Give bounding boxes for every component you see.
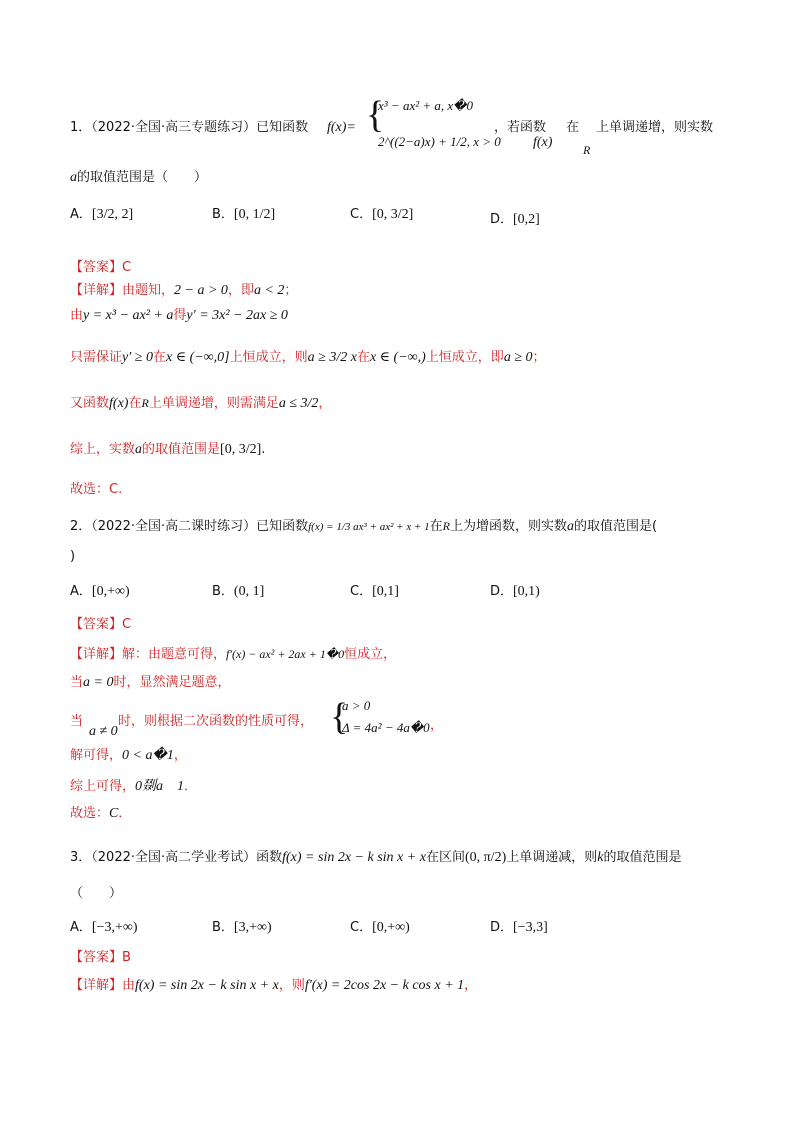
q2-answer: 【答案】C <box>70 617 132 632</box>
q3-option-a-value: [−3,+∞) <box>91 920 138 935</box>
q3-stem: 3．（2022·全国·高二学业考试）函数f(x) = sin 2x − k sin x + x在区间(0, π/2)上单调递减，则k的取值范围是 <box>70 850 682 865</box>
q1-option-a[interactable]: A．[3/2, 2] <box>70 207 134 222</box>
q1-option-c-value: [0, 3/2] <box>372 207 414 222</box>
q2-option-c[interactable]: C．[0,1] <box>350 584 399 599</box>
q1-option-c[interactable]: C．[0, 3/2] <box>350 207 414 222</box>
q2-option-a-value: [0,+∞) <box>91 584 130 599</box>
q2-detail-3-text: 时，则根据二次函数的性质可得， <box>118 714 314 729</box>
q1-detail-3: 只需保证y′ ≥ 0在x ∈ (−∞,0]上恒成立，则a ≥ 3/2 x在x ∈ (−∞,)上恒成立，即a ≥ 0； <box>70 350 546 365</box>
q3-option-c-value: [0,+∞) <box>372 920 410 935</box>
q1-stem-mid: ，若函数 <box>494 120 547 135</box>
q1-stem: 1．（2022·全国·高三专题练习）已知函数 <box>70 120 309 135</box>
q1-option-d[interactable]: D．[0,2] <box>490 212 540 227</box>
q3-option-c[interactable]: C．[0,+∞) <box>350 920 410 935</box>
q1-option-b-value: [0, 1/2] <box>233 207 276 222</box>
q1-fx2: f(x) <box>533 135 553 150</box>
q1-case2: 2^((2−a)x) + 1/2, x > 0 <box>378 134 501 149</box>
q1-option-d-value: [0,2] <box>513 212 540 227</box>
q2-detail-6: 故选：C． <box>70 806 132 821</box>
q1-brace: { <box>366 94 385 136</box>
q2-detail-5: 综上可得，0剟a 1． <box>70 779 198 794</box>
q3-answer: 【答案】B <box>70 950 131 965</box>
q2-option-c-value: [0,1] <box>372 584 399 599</box>
q1-detail-5: 综上，实数a的取值范围是[0, 3/2]. <box>70 442 266 457</box>
q2-option-d-value: [0,1) <box>513 584 540 599</box>
q2-option-a[interactable]: A．[0,+∞) <box>70 584 130 599</box>
q1-detail-4: 又函数f(x)在R上单调递增，则需满足a ≤ 3/2， <box>70 396 332 411</box>
q2-option-b[interactable]: B．(0, 1] <box>212 584 265 599</box>
q2-detail-1: 【详解】解：由题意可得，f′(x) − ax² + 2ax + 1�0恒成立， <box>70 647 397 662</box>
q1-option-a-value: [3/2, 2] <box>91 207 134 222</box>
q1-detail-1: 【详解】由题知，2 − a > 0，即a < 2； <box>70 283 298 298</box>
q3-detail-1: 【详解】由f(x) = sin 2x − k sin x + x，则f′(x) = 2cos 2x − k cos x + 1， <box>70 978 478 993</box>
q2-detail-3: 当 <box>70 714 84 729</box>
q1-answer: 【答案】C <box>70 260 132 275</box>
q1-stem-suffix: 上单调递增，则实数 <box>596 120 714 135</box>
q2-case-end: ， <box>430 718 444 733</box>
q1-detail-2: 由y = x³ − ax² + a得y′ = 3x² − 2ax ≥ 0 <box>70 308 288 323</box>
q1-option-b[interactable]: B．[0, 1/2] <box>212 207 276 222</box>
q2-case1: a > 0 <box>342 698 371 713</box>
q3-option-d[interactable]: D．[−3,3] <box>490 920 548 935</box>
q1-zai: 在 <box>566 120 580 135</box>
q2-case2: Δ = 4a² − 4a�0 <box>342 720 430 735</box>
q3-option-b-value: [3,+∞) <box>233 920 272 935</box>
q1-R: R <box>583 143 591 157</box>
q3-line2: （ ） <box>70 886 123 901</box>
q2-line2: ) <box>70 549 76 564</box>
q2-brace: { <box>330 696 349 738</box>
q1-fx: f(x)= <box>327 120 356 135</box>
q2-detail-4: 解可得，0 < a�1， <box>70 748 187 763</box>
q3-option-b[interactable]: B．[3,+∞) <box>212 920 272 935</box>
q1-case1: x³ − ax² + a, x�0 <box>378 98 473 113</box>
q3-option-a[interactable]: A．[−3,+∞) <box>70 920 138 935</box>
q2-stem: 2．（2022·全国·高二课时练习）已知函数f(x) = 1/3 ax³ + ax² + x + 1在R上为增函数，则实数a的取值范围是( <box>70 519 658 534</box>
q3-option-d-value: [−3,3] <box>513 920 548 935</box>
q2-option-d[interactable]: D．[0,1) <box>490 584 540 599</box>
q2-option-b-value: (0, 1] <box>233 584 265 599</box>
q2-detail-2: 当a = 0时，显然满足题意， <box>70 675 231 690</box>
q2-detail-3-cond: a ≠ 0 <box>89 724 118 739</box>
q1-detail-6: 故选：C. <box>70 482 123 497</box>
q1-line2: a的取值范围是（ ） <box>70 170 208 185</box>
